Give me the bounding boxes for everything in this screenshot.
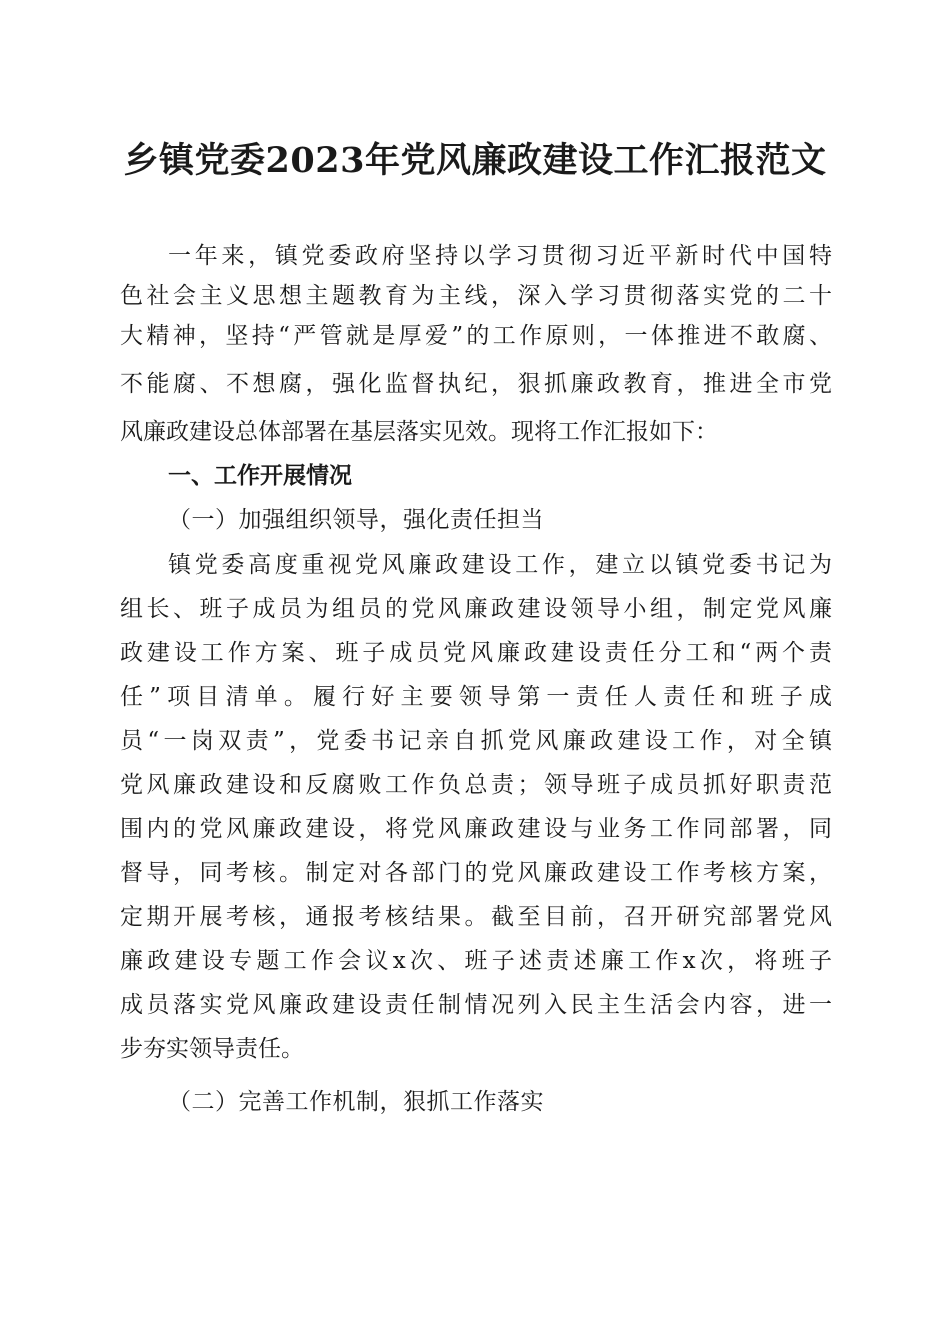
section-heading: 一、工作开展情况 <box>168 463 352 489</box>
paragraph-line: 大精神，坚持“严管就是厚爱”的工作原则，一体推进不敢腐、 <box>120 323 832 349</box>
paragraph-line: 定期开展考核，通报考核结果。截至目前，召开研究部署党风 <box>120 904 832 930</box>
paragraph-line: 色社会主义思想主题教育为主线，深入学习贯彻落实党的二十 <box>120 283 832 309</box>
paragraph-line: 成员落实党风廉政建设责任制情况列入民主生活会内容，进一 <box>120 992 832 1018</box>
paragraph-line: 员“一岗双责”，党委书记亲自抓党风廉政建设工作，对全镇 <box>120 728 832 754</box>
paragraph-line: 镇党委高度重视党风廉政建设工作，建立以镇党委书记为 <box>168 552 832 578</box>
paragraph-line: 党风廉政建设和反腐败工作负总责；领导班子成员抓好职责范 <box>120 772 832 798</box>
paragraph-line: 步夯实领导责任。 <box>120 1036 304 1062</box>
paragraph-line: 一年来，镇党委政府坚持以学习贯彻习近平新时代中国特 <box>168 243 832 269</box>
paragraph-line: 组长、班子成员为组员的党风廉政建设领导小组，制定党风廉 <box>120 596 832 622</box>
paragraph-line: 廉政建设专题工作会议x次、班子述责述廉工作x次，将班子 <box>120 948 832 974</box>
document-title: 乡镇党委2023年党风廉政建设工作汇报范文 <box>123 140 827 181</box>
paragraph-line: 督导，同考核。制定对各部门的党风廉政建设工作考核方案， <box>120 860 832 886</box>
paragraph-line: 政建设工作方案、班子成员党风廉政建设责任分工和“两个责 <box>120 640 832 666</box>
paragraph-line: 不能腐、不想腐，强化监督执纪，狠抓廉政教育，推进全市党 <box>120 371 832 397</box>
subsection-heading: （二）完善工作机制，狠抓工作落实 <box>168 1089 544 1115</box>
paragraph-line: 围内的党风廉政建设，将党风廉政建设与业务工作同部署，同 <box>120 816 832 842</box>
subsection-heading: （一）加强组织领导，强化责任担当 <box>168 507 544 533</box>
paragraph-line: 风廉政建设总体部署在基层落实见效。现将工作汇报如下： <box>120 419 718 445</box>
paragraph-line: 任”项目清单。履行好主要领导第一责任人责任和班子成 <box>120 684 832 710</box>
